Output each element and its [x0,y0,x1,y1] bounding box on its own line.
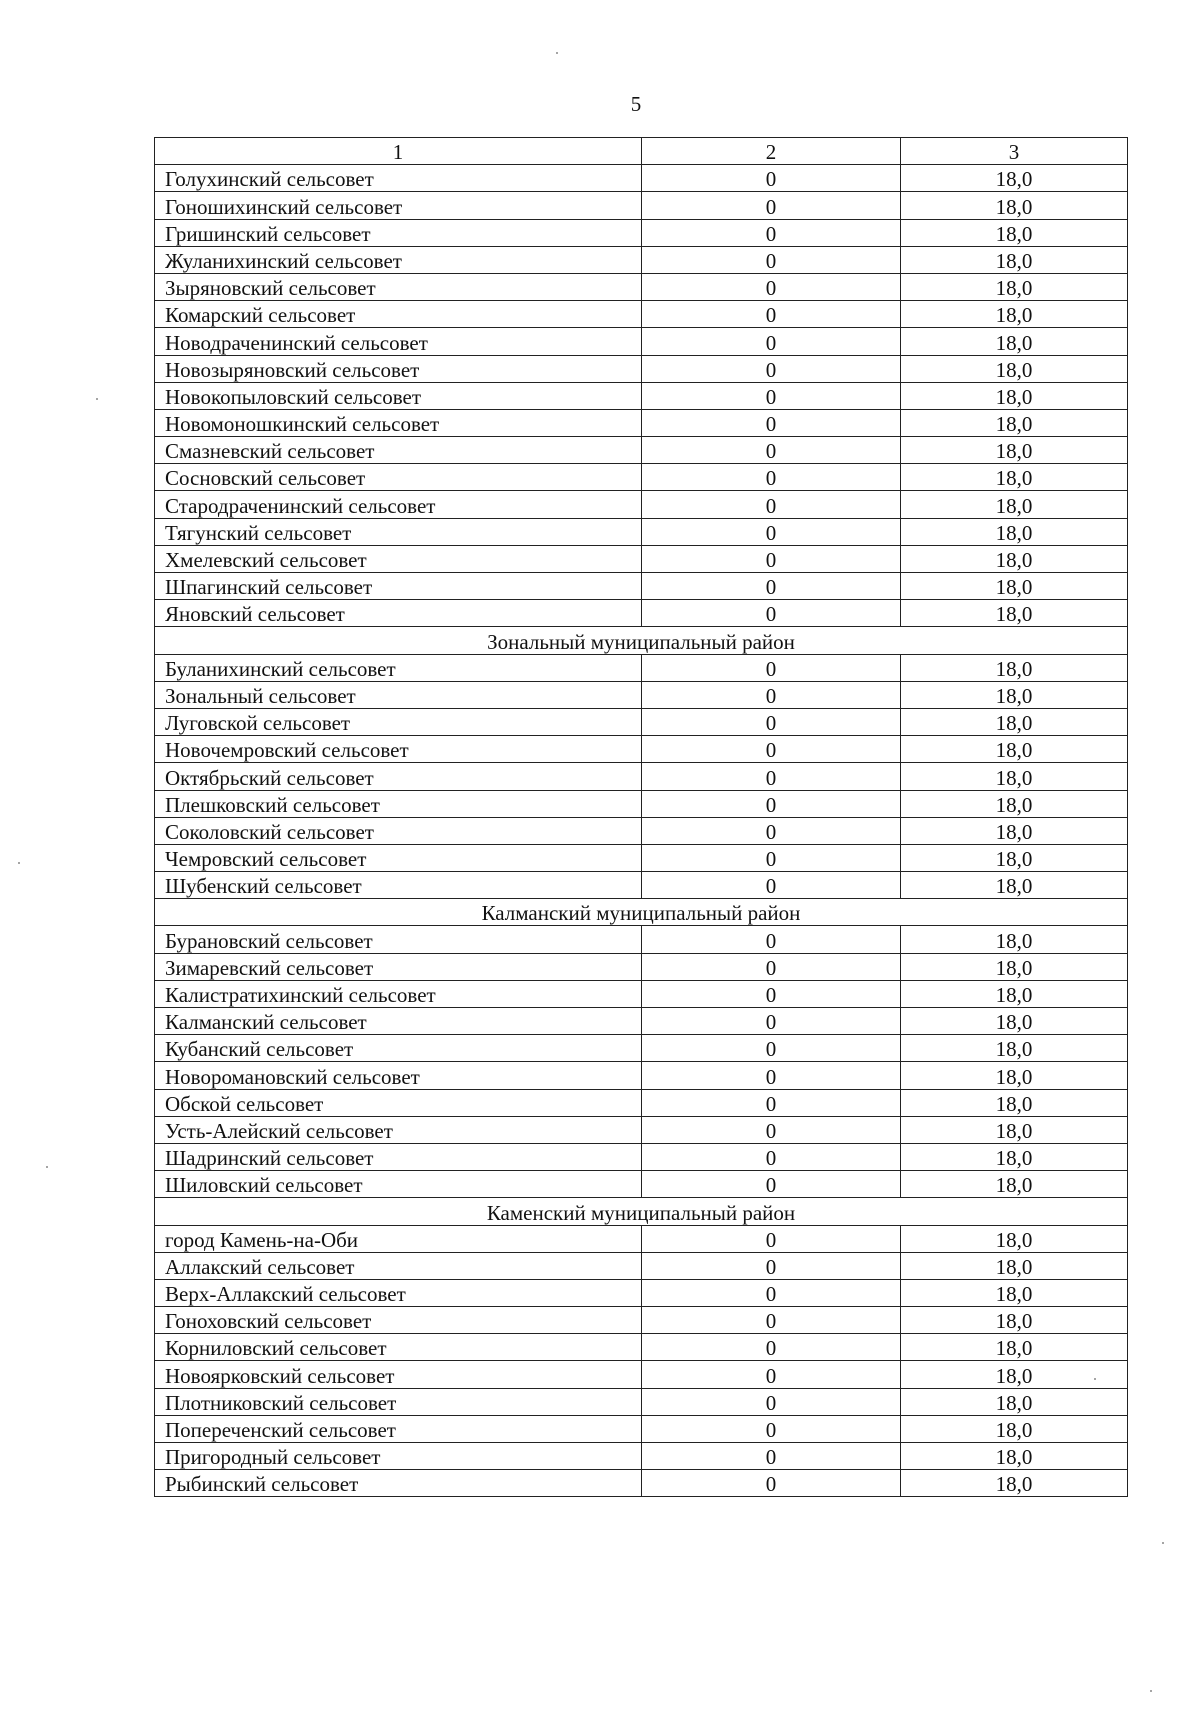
settlement-name-cell: Корниловский сельсовет [155,1334,642,1361]
value-col2-cell: 0 [642,464,901,491]
settlement-name-cell: Верх-Аллакский сельсовет [155,1279,642,1306]
value-col2-cell: 0 [642,1334,901,1361]
table-row [155,1361,1128,1388]
table-row [155,1171,1128,1198]
table-row [155,464,1128,491]
table-row [155,355,1128,382]
section-title: Зональный муниципальный район [155,627,1128,654]
document-table [154,137,1128,1497]
value-col3-cell: 18,0 [901,980,1128,1007]
value-col2-cell: 0 [642,1116,901,1143]
table-row [155,382,1128,409]
value-col2-cell: 0 [642,301,901,328]
table-row [155,1252,1128,1279]
value-col3-cell: 18,0 [901,301,1128,328]
value-col3-cell: 18,0 [901,1116,1128,1143]
scan-speck [1094,1378,1096,1380]
table-row [155,763,1128,790]
value-col2-cell: 0 [642,1279,901,1306]
settlement-name-cell: Шубенский сельсовет [155,872,642,899]
value-col3-cell: 18,0 [901,763,1128,790]
value-col2-cell: 0 [642,518,901,545]
value-col2-cell: 0 [642,708,901,735]
table-row [155,980,1128,1007]
table-row [155,518,1128,545]
column-header-3: 3 [901,138,1128,165]
value-col3-cell: 18,0 [901,1470,1128,1497]
settlement-name-cell: Новокопыловский сельсовет [155,382,642,409]
value-col3-cell: 18,0 [901,355,1128,382]
value-col2-cell: 0 [642,545,901,572]
settlement-name-cell: Плешковский сельсовет [155,790,642,817]
value-col3-cell: 18,0 [901,518,1128,545]
table-row [155,1443,1128,1470]
table-row [155,681,1128,708]
section-title: Калманский муниципальный район [155,899,1128,926]
value-col2-cell: 0 [642,1252,901,1279]
table-row [155,328,1128,355]
settlement-name-cell: Яновский сельсовет [155,600,642,627]
value-col2-cell: 0 [642,437,901,464]
table-row [155,1225,1128,1252]
value-col2-cell: 0 [642,1008,901,1035]
value-col2-cell: 0 [642,1388,901,1415]
table-row [155,872,1128,899]
table-row [155,491,1128,518]
table-row [155,1008,1128,1035]
table-row [155,600,1128,627]
value-col3-cell: 18,0 [901,654,1128,681]
value-col2-cell: 0 [642,1062,901,1089]
scan-speck [46,1166,48,1168]
column-header-1: 1 [155,138,642,165]
value-col3-cell: 18,0 [901,681,1128,708]
value-col3-cell: 18,0 [901,1252,1128,1279]
table-row [155,273,1128,300]
value-col2-cell: 0 [642,681,901,708]
value-col3-cell: 18,0 [901,790,1128,817]
settlement-name-cell: Буланихинский сельсовет [155,654,642,681]
settlement-name-cell: Комарский сельсовет [155,301,642,328]
value-col3-cell: 18,0 [901,246,1128,273]
value-col3-cell: 18,0 [901,464,1128,491]
value-col3-cell: 18,0 [901,491,1128,518]
settlement-name-cell: Хмелевский сельсовет [155,545,642,572]
table-row [155,1143,1128,1170]
table-row [155,1388,1128,1415]
column-header-2: 2 [642,138,901,165]
settlement-name-cell: Новомоношкинский сельсовет [155,409,642,436]
table-row [155,953,1128,980]
value-col3-cell: 18,0 [901,817,1128,844]
value-col2-cell: 0 [642,491,901,518]
value-col3-cell: 18,0 [901,1089,1128,1116]
value-col3-cell: 18,0 [901,273,1128,300]
value-col2-cell: 0 [642,246,901,273]
value-col2-cell: 0 [642,1035,901,1062]
page-number: 5 [630,92,642,116]
value-col2-cell: 0 [642,926,901,953]
table-row [155,246,1128,273]
settlement-name-cell: Аллакский сельсовет [155,1252,642,1279]
settlement-name-cell: Новочемровский сельсовет [155,736,642,763]
table-row [155,437,1128,464]
table-row [155,192,1128,219]
value-col3-cell: 18,0 [901,844,1128,871]
settlement-name-cell: Голухинский сельсовет [155,165,642,192]
section-row [155,899,1128,926]
section-row [155,627,1128,654]
value-col3-cell: 18,0 [901,872,1128,899]
settlement-name-cell: Сосновский сельсовет [155,464,642,491]
table-row [155,219,1128,246]
value-col3-cell: 18,0 [901,1334,1128,1361]
scan-speck [96,398,98,400]
settlement-name-cell: Попереченский сельсовет [155,1415,642,1442]
settlement-name-cell: Новозыряновский сельсовет [155,355,642,382]
settlement-name-cell: Гришинский сельсовет [155,219,642,246]
table-row [155,545,1128,572]
value-col2-cell: 0 [642,953,901,980]
value-col2-cell: 0 [642,1225,901,1252]
settlement-name-cell: Стародраченинский сельсовет [155,491,642,518]
value-col3-cell: 18,0 [901,1443,1128,1470]
settlement-name-cell: Новоромановский сельсовет [155,1062,642,1089]
settlement-name-cell: Зимаревский сельсовет [155,953,642,980]
settlement-name-cell: Соколовский сельсовет [155,817,642,844]
value-col3-cell: 18,0 [901,192,1128,219]
table-row [155,573,1128,600]
value-col2-cell: 0 [642,736,901,763]
settlement-name-cell: Обской сельсовет [155,1089,642,1116]
value-col3-cell: 18,0 [901,736,1128,763]
settlement-name-cell: Плотниковский сельсовет [155,1388,642,1415]
value-col2-cell: 0 [642,1470,901,1497]
table-row [155,1470,1128,1497]
value-col3-cell: 18,0 [901,1008,1128,1035]
settlement-name-cell: Гоноховский сельсовет [155,1307,642,1334]
value-col2-cell: 0 [642,1143,901,1170]
settlement-name-cell: Шадринский сельсовет [155,1143,642,1170]
settlement-name-cell: Смазневский сельсовет [155,437,642,464]
settlement-name-cell: Рыбинский сельсовет [155,1470,642,1497]
value-col2-cell: 0 [642,844,901,871]
settlement-name-cell: Чемровский сельсовет [155,844,642,871]
value-col2-cell: 0 [642,1171,901,1198]
settlement-name-cell: Бурановский сельсовет [155,926,642,953]
table-row [155,165,1128,192]
table-row [155,654,1128,681]
value-col2-cell: 0 [642,273,901,300]
table-row [155,844,1128,871]
value-col2-cell: 0 [642,600,901,627]
settlement-name-cell: Зыряновский сельсовет [155,273,642,300]
table-row [155,409,1128,436]
value-col2-cell: 0 [642,1089,901,1116]
value-col3-cell: 18,0 [901,1225,1128,1252]
settlement-name-cell: Калманский сельсовет [155,1008,642,1035]
scan-speck [1150,1690,1152,1692]
value-col2-cell: 0 [642,409,901,436]
scan-speck [1162,1542,1164,1544]
settlement-name-cell: Октябрьский сельсовет [155,763,642,790]
value-col3-cell: 18,0 [901,545,1128,572]
settlement-name-cell: Шиловский сельсовет [155,1171,642,1198]
value-col2-cell: 0 [642,382,901,409]
section-row [155,1198,1128,1225]
document-table-container [154,137,1128,1497]
value-col2-cell: 0 [642,790,901,817]
settlement-name-cell: Тягунский сельсовет [155,518,642,545]
value-col3-cell: 18,0 [901,953,1128,980]
value-col3-cell: 18,0 [901,1279,1128,1306]
value-col3-cell: 18,0 [901,708,1128,735]
settlement-name-cell: Новоярковский сельсовет [155,1361,642,1388]
value-col2-cell: 0 [642,980,901,1007]
table-body [155,138,1128,1497]
table-row [155,1035,1128,1062]
value-col2-cell: 0 [642,328,901,355]
value-col3-cell: 18,0 [901,1035,1128,1062]
value-col2-cell: 0 [642,1443,901,1470]
table-row [155,926,1128,953]
value-col3-cell: 18,0 [901,1171,1128,1198]
table-row [155,708,1128,735]
value-col3-cell: 18,0 [901,1361,1128,1388]
settlement-name-cell: Кубанский сельсовет [155,1035,642,1062]
settlement-name-cell: Жуланихинский сельсовет [155,246,642,273]
settlement-name-cell: Усть-Алейский сельсовет [155,1116,642,1143]
settlement-name-cell: город Камень-на-Оби [155,1225,642,1252]
value-col3-cell: 18,0 [901,926,1128,953]
value-col2-cell: 0 [642,1361,901,1388]
settlement-name-cell: Луговской сельсовет [155,708,642,735]
value-col3-cell: 18,0 [901,409,1128,436]
table-row [155,736,1128,763]
value-col2-cell: 0 [642,654,901,681]
settlement-name-cell: Зональный сельсовет [155,681,642,708]
table-row [155,1089,1128,1116]
scan-speck [556,52,558,54]
value-col2-cell: 0 [642,355,901,382]
value-col2-cell: 0 [642,573,901,600]
settlement-name-cell: Калистратихинский сельсовет [155,980,642,1007]
value-col3-cell: 18,0 [901,219,1128,246]
value-col2-cell: 0 [642,165,901,192]
value-col3-cell: 18,0 [901,165,1128,192]
value-col2-cell: 0 [642,1415,901,1442]
table-row [155,790,1128,817]
table-row [155,817,1128,844]
value-col3-cell: 18,0 [901,1307,1128,1334]
table-row [155,1116,1128,1143]
value-col3-cell: 18,0 [901,1415,1128,1442]
value-col2-cell: 0 [642,763,901,790]
value-col2-cell: 0 [642,1307,901,1334]
settlement-name-cell: Гоношихинский сельсовет [155,192,642,219]
value-col2-cell: 0 [642,872,901,899]
value-col3-cell: 18,0 [901,573,1128,600]
value-col3-cell: 18,0 [901,1143,1128,1170]
table-row [155,1307,1128,1334]
table-row [155,301,1128,328]
value-col3-cell: 18,0 [901,1388,1128,1415]
table-row [155,1279,1128,1306]
value-col2-cell: 0 [642,219,901,246]
section-title: Каменский муниципальный район [155,1198,1128,1225]
table-row [155,1062,1128,1089]
value-col3-cell: 18,0 [901,328,1128,355]
value-col3-cell: 18,0 [901,600,1128,627]
settlement-name-cell: Пригородный сельсовет [155,1443,642,1470]
settlement-name-cell: Шпагинский сельсовет [155,573,642,600]
value-col3-cell: 18,0 [901,1062,1128,1089]
settlement-name-cell: Новодраченинский сельсовет [155,328,642,355]
value-col3-cell: 18,0 [901,382,1128,409]
value-col2-cell: 0 [642,817,901,844]
table-row [155,1415,1128,1442]
value-col2-cell: 0 [642,192,901,219]
table-row [155,1334,1128,1361]
scan-speck [18,862,20,864]
value-col3-cell: 18,0 [901,437,1128,464]
table-header-row [155,138,1128,165]
